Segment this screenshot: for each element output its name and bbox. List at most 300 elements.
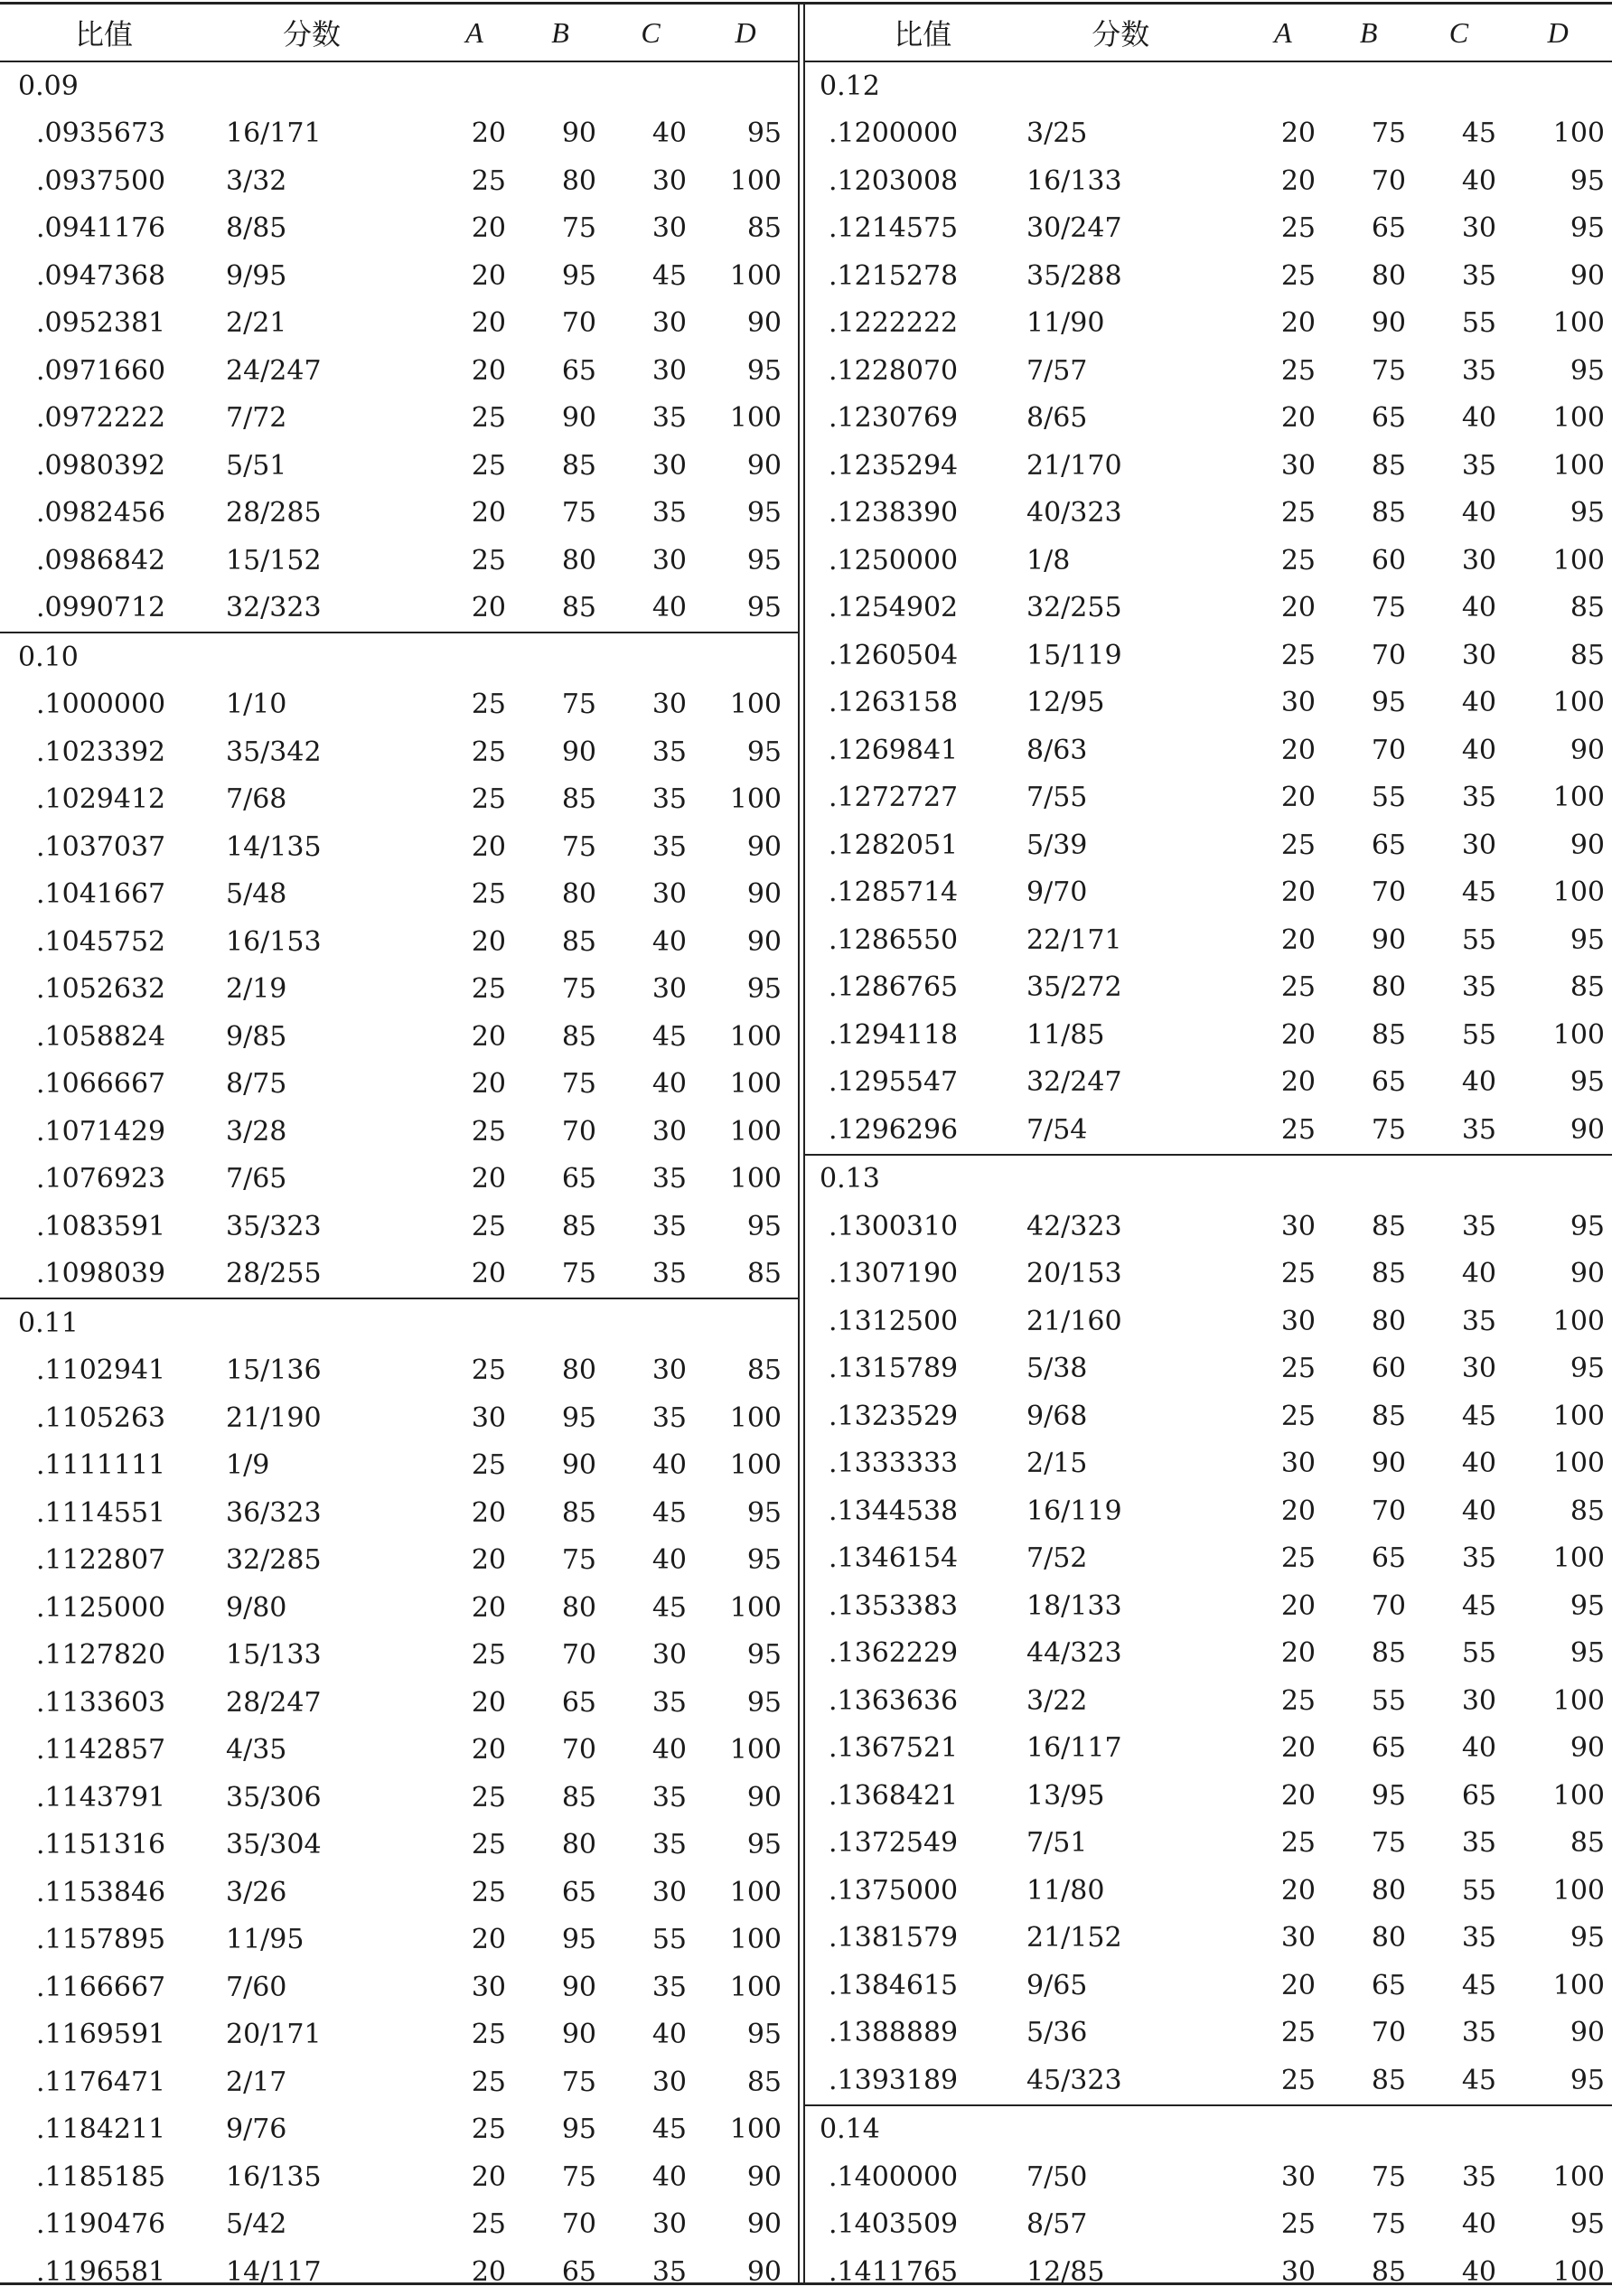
cell-d: 85 [1570,592,1605,624]
cell-fraction: 5/48 [226,878,287,911]
cell-ratio: .1166667 [36,1971,166,2003]
cell-d: 100 [1552,2255,1605,2288]
cell-c: 40 [651,925,687,958]
cell-d: 90 [746,878,782,911]
cell-d: 85 [1570,971,1605,1004]
cell-b: 95 [1371,1779,1406,1812]
cell-ratio: .1260504 [829,639,959,671]
cell-c: 35 [651,402,687,435]
cell-b: 85 [1371,2255,1406,2288]
cell-a: 20 [1280,1637,1316,1670]
cell-b: 90 [561,1971,596,2003]
table-row [0,205,798,253]
cell-a: 20 [471,925,506,958]
header-a: A [1274,15,1292,49]
cell-c: 40 [1461,2255,1496,2288]
cell-c: 30 [651,307,687,340]
cell-a: 20 [1280,1495,1316,1527]
cell-a: 25 [471,1449,506,1482]
table-row [0,1156,798,1204]
cell-d: 100 [729,1449,782,1482]
cell-c: 55 [1461,1018,1496,1051]
right-table-half [805,5,1612,2288]
cell-fraction: 45/323 [1026,2064,1122,2096]
cell-d: 95 [746,1829,782,1861]
cell-b: 65 [561,354,596,387]
cell-d: 95 [746,1210,782,1242]
cell-ratio: .0971660 [36,354,166,387]
cell-fraction: 13/95 [1026,1779,1105,1812]
cell-fraction: 35/306 [226,1781,322,1813]
table-row [0,2058,798,2106]
table-row [0,1013,798,1061]
cell-fraction: 8/63 [1026,734,1088,766]
table-row [805,537,1612,585]
cell-a: 20 [1280,1589,1316,1622]
table-row [0,252,798,300]
cell-b: 65 [1371,1542,1406,1575]
cell-fraction: 9/95 [226,259,287,292]
cell-d: 100 [729,783,782,816]
cell-b: 70 [561,1734,596,1767]
cell-ratio: .1125000 [36,1591,166,1624]
cell-c: 55 [1461,923,1496,956]
table-row [0,871,798,919]
cell-fraction: 4/35 [226,1734,287,1767]
cell-c: 30 [651,544,687,576]
cell-a: 20 [471,307,506,340]
table-row [0,1916,798,1964]
cell-c: 35 [651,2255,687,2288]
cell-b: 90 [561,117,596,150]
cell-b: 65 [1371,1969,1406,2001]
cell-b: 80 [561,544,596,576]
cell-d: 95 [746,497,782,529]
cell-ratio: .1169591 [36,2019,166,2051]
cell-fraction: 3/32 [226,164,287,197]
cell-c: 55 [1461,1637,1496,1670]
cell-a: 20 [1280,734,1316,766]
cell-c: 40 [651,1068,687,1101]
table-row [805,869,1612,917]
cell-b: 85 [1371,1210,1406,1242]
cell-b: 70 [1371,1589,1406,1622]
table-row [805,964,1612,1012]
cell-b: 90 [561,2019,596,2051]
group-label: 0.14 [820,2113,880,2146]
cell-fraction: 11/85 [1026,1018,1105,1051]
cell-a: 25 [1280,497,1316,529]
cell-a: 20 [1280,1779,1316,1812]
group-label: 0.09 [18,70,79,102]
cell-ratio: .1375000 [829,1874,959,1907]
table-row [805,2201,1612,2249]
cell-c: 30 [651,449,687,482]
table-row [805,1962,1612,2010]
cell-ratio: .1098039 [36,1258,166,1290]
table-row [0,1537,798,1585]
cell-fraction: 7/50 [1026,2160,1088,2193]
cell-b: 75 [561,830,596,863]
cell-fraction: 8/85 [226,212,287,245]
cell-b: 90 [561,1449,596,1482]
cell-fraction: 20/171 [226,2019,322,2051]
cell-b: 80 [561,164,596,197]
cell-d: 85 [746,2066,782,2098]
cell-fraction: 9/76 [226,2113,287,2146]
cell-d: 100 [1552,1448,1605,1480]
cell-c: 30 [651,354,687,387]
cell-b: 65 [561,2255,596,2288]
cell-fraction: 3/25 [1026,117,1088,150]
cell-b: 80 [1371,1922,1406,1954]
cell-a: 20 [1280,592,1316,624]
cell-a: 25 [1280,2017,1316,2049]
table-row [0,1489,798,1537]
cell-b: 85 [1371,1258,1406,1290]
cell-a: 20 [471,1163,506,1195]
cell-ratio: .1037037 [36,830,166,863]
cell-fraction: 7/68 [226,783,287,816]
table-row [0,1203,798,1251]
cell-a: 25 [1280,259,1316,292]
cell-a: 30 [471,1401,506,1434]
table-row [805,300,1612,348]
cell-d: 100 [1552,1684,1605,1717]
table-header [805,5,1612,62]
cell-a: 30 [1280,1448,1316,1480]
cell-ratio: .1185185 [36,2160,166,2193]
cell-b: 70 [1371,639,1406,671]
cell-c: 35 [1461,971,1496,1004]
cell-c: 40 [1461,687,1496,719]
cell-b: 70 [561,307,596,340]
cell-ratio: .1114551 [36,1496,166,1529]
header-c: C [1448,15,1469,49]
cell-ratio: .1344538 [829,1495,959,1527]
table-row [0,1774,798,1822]
cell-d: 100 [729,1020,782,1053]
cell-d: 90 [1570,1258,1605,1290]
table-row [0,110,798,158]
cell-b: 60 [1371,544,1406,576]
cell-d: 95 [1570,1922,1605,1954]
cell-d: 95 [746,1496,782,1529]
cell-ratio: .1333333 [829,1448,959,1480]
cell-d: 100 [729,1876,782,1908]
cell-a: 20 [1280,1732,1316,1765]
cell-b: 85 [1371,1018,1406,1051]
cell-ratio: .1045752 [36,925,166,958]
cell-b: 75 [1371,117,1406,150]
cell-fraction: 1/8 [1026,544,1071,576]
cell-ratio: .1203008 [829,164,959,197]
cell-fraction: 16/153 [226,925,322,958]
table-row [0,1347,798,1395]
cell-d: 85 [746,1354,782,1387]
table-row [805,347,1612,395]
cell-c: 35 [1461,1922,1496,1954]
cell-b: 95 [561,1401,596,1434]
table-row [805,157,1612,205]
table-row [805,1440,1612,1488]
cell-d: 85 [1570,1827,1605,1860]
cell-fraction: 8/57 [1026,2208,1088,2241]
table-row [805,679,1612,727]
cell-a: 20 [471,1686,506,1719]
cell-ratio: .1400000 [829,2160,959,2193]
cell-fraction: 32/255 [1026,592,1122,624]
cell-a: 25 [471,736,506,768]
cell-ratio: .1393189 [829,2064,959,2096]
cell-d: 100 [1552,2160,1605,2193]
cell-a: 20 [471,259,506,292]
cell-d: 100 [729,1734,782,1767]
cell-a: 30 [1280,2160,1316,2193]
cell-b: 95 [561,2113,596,2146]
cell-fraction: 22/171 [1026,923,1122,956]
cell-c: 35 [1461,2017,1496,2049]
cell-a: 25 [471,1354,506,1387]
cell-c: 30 [651,2066,687,2098]
table-row [0,1679,798,1727]
cell-a: 20 [471,1020,506,1053]
table-row [805,585,1612,633]
cell-a: 25 [1280,212,1316,245]
cell-c: 30 [651,2208,687,2241]
table-row [805,442,1612,490]
cell-c: 30 [651,1354,687,1387]
table-row [0,966,798,1014]
cell-c: 35 [1461,449,1496,482]
cell-a: 25 [471,2208,506,2241]
cell-a: 25 [1280,1113,1316,1146]
cell-c: 45 [1461,2064,1496,2096]
cell-ratio: .0982456 [36,497,166,529]
table-row [0,2106,798,2154]
cell-ratio: .1122807 [36,1544,166,1577]
cell-fraction: 14/117 [226,2255,322,2288]
cell-fraction: 28/247 [226,1686,322,1719]
cell-ratio: .1151316 [36,1829,166,1861]
cell-fraction: 9/70 [1026,876,1088,909]
cell-fraction: 8/75 [226,1068,287,1101]
cell-c: 40 [651,592,687,624]
cell-ratio: .0952381 [36,307,166,340]
cell-d: 85 [746,1258,782,1290]
cell-fraction: 7/55 [1026,782,1088,814]
cell-c: 30 [651,689,687,721]
cell-a: 25 [471,1876,506,1908]
cell-fraction: 9/65 [1026,1969,1088,2001]
header-c: C [641,15,661,49]
cell-c: 35 [651,1401,687,1434]
cell-c: 45 [651,259,687,292]
cell-ratio: .1058824 [36,1020,166,1053]
cell-c: 35 [651,1781,687,1813]
cell-b: 85 [561,783,596,816]
cell-d: 95 [746,1686,782,1719]
cell-c: 55 [1461,307,1496,340]
cell-ratio: .1200000 [829,117,959,150]
cell-b: 95 [561,259,596,292]
cell-ratio: .1127820 [36,1639,166,1672]
cell-a: 30 [1280,687,1316,719]
group-label: 0.10 [18,641,79,673]
cell-ratio: .1295547 [829,1066,959,1099]
table-row [805,2010,1612,2057]
table-row [0,728,798,776]
cell-b: 90 [1371,307,1406,340]
cell-b: 85 [561,592,596,624]
cell-c: 30 [651,973,687,1006]
cell-d: 100 [729,402,782,435]
cell-ratio: .1250000 [829,544,959,576]
cell-ratio: .0937500 [36,164,166,197]
table-row [0,2011,798,2059]
cell-fraction: 16/117 [1026,1732,1122,1765]
cell-d: 90 [1570,829,1605,861]
cell-ratio: .1254902 [829,592,959,624]
cell-d: 90 [1570,1113,1605,1146]
cell-ratio: .0980392 [36,449,166,482]
table-row [805,1820,1612,1868]
cell-ratio: .1384615 [829,1969,959,2001]
cell-ratio: .1184211 [36,2113,166,2146]
cell-d: 100 [729,259,782,292]
cell-c: 35 [651,1163,687,1195]
cell-d: 85 [1570,1495,1605,1527]
cell-d: 100 [1552,544,1605,576]
group-label: 0.13 [820,1163,880,1195]
cell-fraction: 18/133 [1026,1589,1122,1622]
cell-b: 70 [561,1115,596,1148]
header-d: D [735,15,756,49]
table-row [0,918,798,966]
table-row [805,1535,1612,1583]
group-heading [805,1154,1612,1204]
table-row [805,110,1612,158]
table-row [805,632,1612,679]
table-row [0,537,798,585]
cell-a: 20 [1280,117,1316,150]
cell-ratio: .1143791 [36,1781,166,1813]
cell-fraction: 5/38 [1026,1353,1088,1385]
table-row [805,1677,1612,1725]
cell-d: 95 [1570,1353,1605,1385]
table-row [805,205,1612,253]
cell-d: 85 [746,212,782,245]
cell-a: 20 [1280,402,1316,435]
cell-c: 55 [1461,1874,1496,1907]
cell-a: 20 [1280,1018,1316,1051]
cell-d: 100 [729,1068,782,1101]
group-heading [805,2104,1612,2154]
cell-c: 30 [1461,544,1496,576]
cell-ratio: .1300310 [829,1210,959,1242]
header-d: D [1547,15,1569,49]
cell-c: 40 [1461,497,1496,529]
cell-b: 70 [1371,164,1406,197]
table-row [0,300,798,348]
cell-a: 25 [471,164,506,197]
cell-fraction: 40/323 [1026,497,1122,529]
cell-c: 45 [1461,1969,1496,2001]
cell-ratio: .1066667 [36,1068,166,1101]
cell-b: 65 [1371,829,1406,861]
cell-ratio: .1269841 [829,734,959,766]
cell-b: 80 [561,1829,596,1861]
cell-ratio: .0935673 [36,117,166,150]
cell-fraction: 15/152 [226,544,322,576]
cell-fraction: 12/85 [1026,2255,1105,2288]
cell-ratio: .1157895 [36,1924,166,1956]
cell-ratio: .1083591 [36,1210,166,1242]
cell-c: 30 [651,164,687,197]
cell-ratio: .1388889 [829,2017,959,2049]
table-row [0,1963,798,2011]
cell-ratio: .1142857 [36,1734,166,1767]
table-row [0,823,798,871]
cell-a: 20 [471,592,506,624]
cell-b: 75 [561,1068,596,1101]
cell-d: 95 [746,117,782,150]
cell-ratio: .1315789 [829,1353,959,1385]
cell-a: 20 [471,354,506,387]
cell-c: 45 [1461,1589,1496,1622]
cell-ratio: .1296296 [829,1113,959,1146]
cell-ratio: .1041667 [36,878,166,911]
cell-d: 100 [729,1163,782,1195]
cell-ratio: .1153846 [36,1876,166,1908]
cell-fraction: 5/39 [1026,829,1088,861]
cell-b: 95 [561,1924,596,1956]
header-a: A [465,15,483,49]
cell-d: 95 [746,592,782,624]
cell-fraction: 9/85 [226,1020,287,1053]
cell-c: 35 [1461,1542,1496,1575]
cell-fraction: 2/19 [226,973,287,1006]
group-heading [0,1298,798,1347]
cell-a: 25 [1280,354,1316,387]
table-row [805,1772,1612,1820]
cell-a: 20 [471,212,506,245]
cell-d: 90 [746,2208,782,2241]
cell-c: 30 [1461,1684,1496,1717]
cell-fraction: 21/152 [1026,1922,1122,1954]
cell-a: 30 [471,1971,506,2003]
cell-a: 25 [1280,1827,1316,1860]
cell-d: 100 [1552,307,1605,340]
cell-ratio: .1238390 [829,497,959,529]
cell-ratio: .1307190 [829,1258,959,1290]
cell-fraction: 42/323 [1026,1210,1122,1242]
cell-b: 75 [1371,354,1406,387]
group-heading [805,62,1612,110]
cell-c: 35 [651,497,687,529]
table-row [0,1869,798,1916]
cell-c: 35 [651,1686,687,1719]
cell-fraction: 7/54 [1026,1113,1088,1146]
table-row [0,1108,798,1156]
cell-b: 75 [561,212,596,245]
cell-d: 100 [1552,1969,1605,2001]
cell-a: 20 [1280,164,1316,197]
cell-d: 95 [1570,1210,1605,1242]
column-divider-double-rule [798,4,805,2283]
cell-b: 75 [561,689,596,721]
cell-b: 75 [561,1258,596,1290]
